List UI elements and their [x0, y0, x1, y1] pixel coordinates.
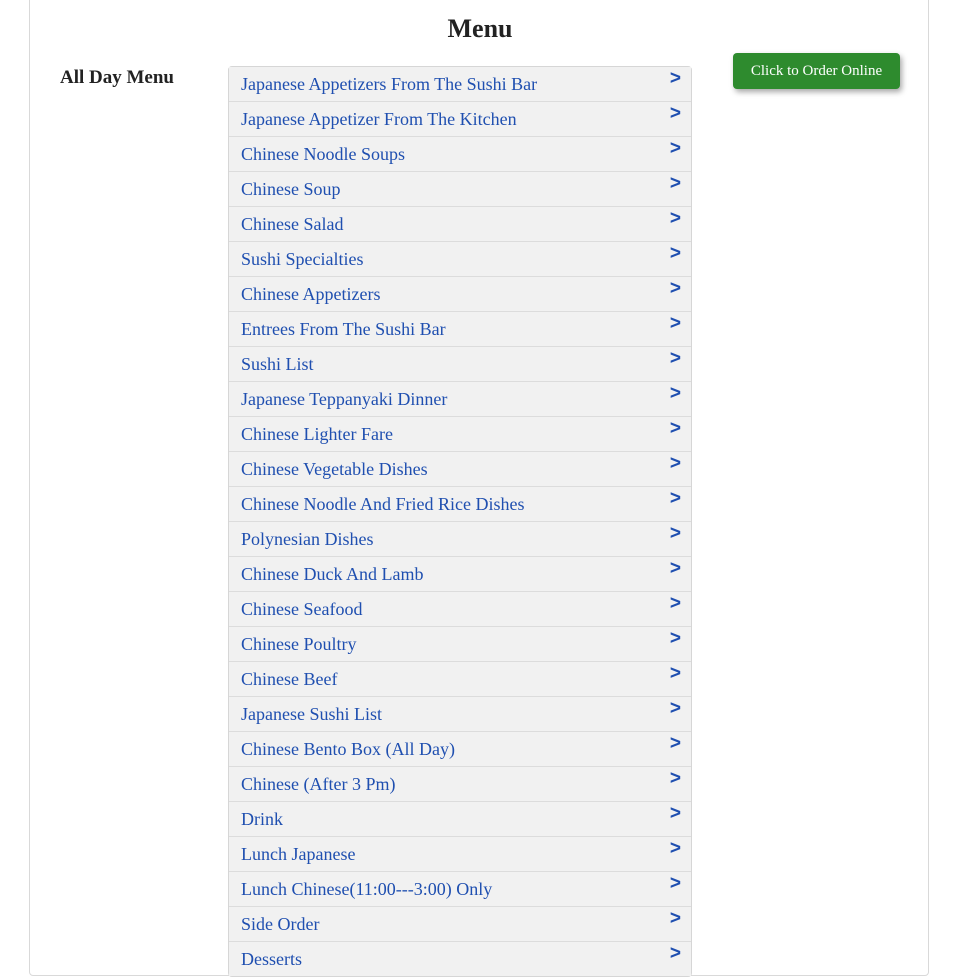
category-label[interactable]: Chinese Soup — [241, 179, 341, 199]
chevron-right-icon[interactable]: > — [669, 733, 681, 754]
category-item[interactable] — [229, 486, 691, 521]
chevron-right-icon[interactable]: > — [669, 768, 681, 789]
chevron-right-icon[interactable]: > — [669, 208, 681, 229]
category-label[interactable]: Japanese Teppanyaki Dinner — [241, 389, 448, 409]
category-item[interactable] — [229, 136, 691, 171]
chevron-right-icon[interactable]: > — [669, 488, 681, 509]
category-item[interactable] — [229, 661, 691, 696]
chevron-right-icon[interactable]: > — [669, 908, 681, 929]
category-label[interactable]: Japanese Appetizer From The Kitchen — [241, 109, 517, 129]
chevron-right-icon[interactable]: > — [669, 698, 681, 719]
category-label[interactable]: Japanese Sushi List — [241, 704, 382, 724]
category-label[interactable]: Japanese Appetizers From The Sushi Bar — [241, 74, 538, 94]
chevron-right-icon[interactable]: > — [669, 383, 681, 404]
category-label[interactable]: Chinese Bento Box (All Day) — [241, 739, 455, 759]
chevron-right-icon[interactable]: > — [669, 103, 681, 124]
category-label[interactable]: Entrees From The Sushi Bar — [241, 319, 446, 339]
chevron-right-icon[interactable]: > — [669, 803, 681, 824]
category-item[interactable] — [229, 381, 691, 416]
category-label[interactable]: Chinese Vegetable Dishes — [241, 459, 428, 479]
category-label[interactable]: Chinese Lighter Fare — [241, 424, 393, 444]
category-item[interactable] — [229, 556, 691, 591]
category-label[interactable]: Desserts — [241, 949, 302, 969]
category-item[interactable] — [229, 171, 691, 206]
chevron-right-icon[interactable]: > — [669, 873, 681, 894]
category-item[interactable] — [229, 696, 691, 731]
chevron-right-icon[interactable]: > — [669, 313, 681, 334]
chevron-right-icon[interactable]: > — [669, 173, 681, 194]
chevron-right-icon[interactable]: > — [669, 453, 681, 474]
category-label[interactable]: Chinese Salad — [241, 214, 344, 234]
chevron-right-icon[interactable]: > — [669, 348, 681, 369]
category-item[interactable] — [229, 416, 691, 451]
chevron-right-icon[interactable]: > — [669, 628, 681, 649]
menu-section-heading: All Day Menu — [60, 67, 174, 88]
category-item[interactable] — [229, 766, 691, 801]
chevron-right-icon[interactable]: > — [669, 943, 681, 964]
page-title: Menu — [447, 14, 513, 43]
category-label[interactable]: Lunch Chinese(11:00---3:00) Only — [241, 879, 493, 899]
category-item[interactable] — [229, 941, 691, 976]
category-item[interactable] — [229, 67, 691, 101]
category-label[interactable]: Drink — [241, 809, 283, 829]
chevron-right-icon[interactable]: > — [669, 838, 681, 859]
chevron-right-icon[interactable]: > — [669, 278, 681, 299]
category-item[interactable] — [229, 871, 691, 906]
category-item[interactable] — [229, 801, 691, 836]
chevron-right-icon[interactable]: > — [669, 663, 681, 684]
chevron-right-icon[interactable]: > — [669, 138, 681, 159]
order-online-button[interactable]: Click to Order Online — [733, 53, 900, 89]
category-label[interactable]: Chinese Duck And Lamb — [241, 564, 424, 584]
category-item[interactable] — [229, 346, 691, 381]
category-item[interactable] — [229, 451, 691, 486]
chevron-right-icon[interactable]: > — [669, 418, 681, 439]
chevron-right-icon[interactable]: > — [669, 68, 681, 89]
category-item[interactable] — [229, 276, 691, 311]
category-item[interactable] — [229, 521, 691, 556]
category-label[interactable]: Sushi Specialties — [241, 249, 364, 269]
category-label[interactable]: Chinese Noodle And Fried Rice Dishes — [241, 494, 525, 514]
category-item[interactable] — [229, 591, 691, 626]
category-label[interactable]: Side Order — [241, 914, 320, 934]
category-item[interactable] — [229, 101, 691, 136]
category-label[interactable]: Sushi List — [241, 354, 314, 374]
category-item[interactable] — [229, 626, 691, 661]
category-item[interactable] — [229, 731, 691, 766]
chevron-right-icon[interactable]: > — [669, 593, 681, 614]
category-list — [228, 66, 692, 977]
category-item[interactable] — [229, 206, 691, 241]
category-label[interactable]: Chinese Seafood — [241, 599, 363, 619]
category-label[interactable]: Polynesian Dishes — [241, 529, 374, 549]
category-label[interactable]: Chinese Noodle Soups — [241, 144, 405, 164]
category-label[interactable]: Lunch Japanese — [241, 844, 356, 864]
category-label[interactable]: Chinese Poultry — [241, 634, 357, 654]
chevron-right-icon[interactable]: > — [669, 558, 681, 579]
chevron-right-icon[interactable]: > — [669, 523, 681, 544]
category-item[interactable] — [229, 906, 691, 941]
chevron-right-icon[interactable]: > — [669, 243, 681, 264]
category-item[interactable] — [229, 241, 691, 276]
category-item[interactable] — [229, 836, 691, 871]
category-label[interactable]: Chinese Appetizers — [241, 284, 381, 304]
category-label[interactable]: Chinese (After 3 Pm) — [241, 774, 396, 794]
category-item[interactable] — [229, 311, 691, 346]
category-label[interactable]: Chinese Beef — [241, 669, 338, 689]
